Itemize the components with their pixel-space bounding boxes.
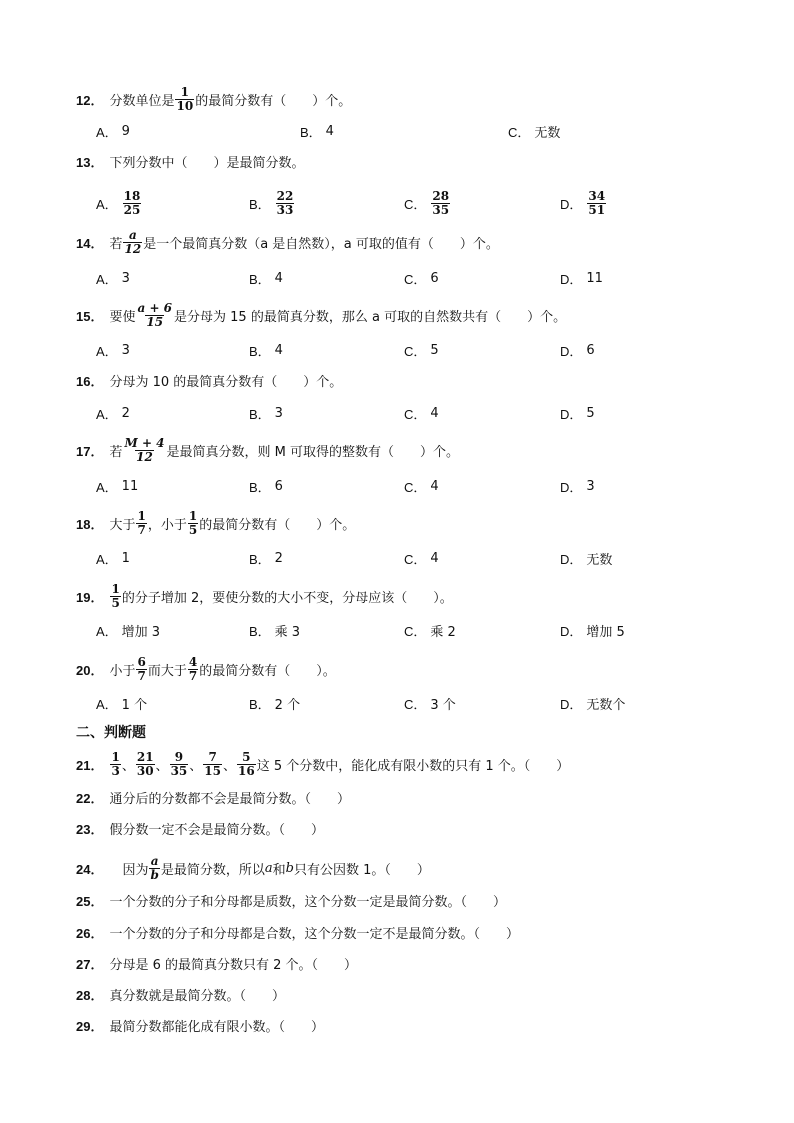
- option-text: 6: [586, 343, 595, 358]
- option-c[interactable]: [404, 549, 439, 568]
- option-text: 9: [121, 124, 130, 139]
- option-text: 4: [430, 406, 439, 421]
- denominator: 25: [123, 203, 141, 217]
- option-label: D．: [560, 272, 583, 287]
- option-c[interactable]: [508, 122, 560, 141]
- option-c[interactable]: [404, 269, 439, 288]
- question-number: 19．: [76, 590, 104, 605]
- option-text: 4: [274, 343, 283, 358]
- option-b[interactable]: [249, 621, 300, 640]
- option-a[interactable]: [96, 190, 142, 217]
- question-text: 因为: [109, 863, 149, 878]
- question-text: 是一个最简真分数（a 是自然数），a 可取的值有（ ）个。: [143, 237, 499, 252]
- denominator: 16: [238, 764, 255, 778]
- option-a[interactable]: [96, 621, 160, 640]
- option-d[interactable]: [560, 694, 625, 713]
- option-label: A．: [96, 344, 118, 359]
- option-d[interactable]: [560, 621, 625, 640]
- fraction: [123, 190, 142, 217]
- question-29: [76, 1016, 324, 1035]
- question-text: 是最简真分数，则 M 可取得的整数有（ ）个。: [166, 445, 460, 460]
- option-c[interactable]: [404, 477, 439, 496]
- question-number: 12．: [76, 93, 104, 108]
- numerator: a: [150, 854, 159, 868]
- question-number: 17．: [76, 444, 104, 459]
- denominator: 5: [111, 596, 120, 610]
- numerator: 1: [111, 582, 120, 596]
- question-19: [76, 583, 453, 610]
- denominator: 51: [588, 203, 606, 217]
- question-18: [76, 510, 355, 537]
- option-label: A．: [96, 407, 118, 422]
- option-d[interactable]: [560, 341, 595, 360]
- fraction: [170, 751, 189, 778]
- option-text: 无数个: [586, 698, 626, 713]
- option-a[interactable]: [96, 269, 130, 288]
- question-text: 要使: [109, 310, 136, 325]
- option-text: 2: [121, 406, 130, 421]
- question-text: 的最简分数有（ ）。: [199, 664, 336, 679]
- option-b[interactable]: [249, 341, 283, 360]
- question-21: [76, 751, 569, 778]
- option-text: 5: [586, 406, 595, 421]
- question-13: [76, 152, 304, 171]
- numerator: 1: [137, 509, 146, 523]
- option-text: 增加 5: [586, 625, 625, 640]
- question-12: [76, 86, 351, 113]
- option-label: A．: [96, 480, 118, 495]
- option-text: 2 个: [274, 698, 301, 713]
- option-label: D．: [560, 624, 583, 639]
- numerator: 9: [174, 750, 184, 764]
- numerator: 1: [111, 750, 120, 764]
- numerator: 28: [432, 189, 450, 203]
- option-text: 4: [274, 271, 283, 286]
- option-label: B．: [249, 272, 271, 287]
- option-label: C．: [404, 697, 427, 712]
- option-d[interactable]: [560, 269, 603, 288]
- denominator: 15: [204, 764, 221, 778]
- option-text: 无数: [586, 553, 613, 568]
- option-label: A．: [96, 552, 118, 567]
- numerator: 4: [188, 655, 198, 669]
- question-text: 大于: [109, 518, 136, 533]
- question-28: [76, 985, 285, 1004]
- denominator: 35: [170, 764, 188, 778]
- question-text: 、: [155, 759, 169, 774]
- question-text: 、: [121, 759, 135, 774]
- question-17: [76, 437, 459, 464]
- question-text: 分数单位是: [109, 94, 175, 109]
- denominator: 7: [137, 523, 146, 537]
- question-text: 一个分数的分子和分母都是合数，这个分数一定不是最简分数。（ ）: [109, 927, 519, 942]
- denominator: 12: [124, 242, 142, 256]
- option-c[interactable]: [404, 190, 451, 217]
- question-text: 真分数就是最简分数。（ ）: [109, 989, 285, 1004]
- question-text: 最简分数都能化成有限小数。（ ）: [109, 1020, 324, 1035]
- question-text: 一个分数的分子和分母都是质数，这个分数一定是最简分数。（ ）: [109, 895, 506, 910]
- option-text: 5: [430, 343, 439, 358]
- numerator: M + 4: [124, 436, 165, 450]
- option-label: A．: [96, 697, 118, 712]
- option-text: 2: [274, 551, 283, 566]
- option-label: C．: [404, 344, 427, 359]
- option-c[interactable]: [404, 621, 456, 640]
- question-24: [76, 855, 430, 882]
- option-text: 4: [430, 479, 439, 494]
- option-c[interactable]: [404, 694, 456, 713]
- fraction: [237, 751, 256, 778]
- question-text: 小于: [109, 664, 136, 679]
- question-20: [76, 656, 336, 683]
- option-b[interactable]: [300, 122, 334, 141]
- option-b[interactable]: [249, 694, 300, 713]
- fraction: [276, 190, 295, 217]
- section-title: 二、判断题: [76, 725, 146, 741]
- option-text: 乘 3: [274, 625, 301, 640]
- denominator: 7: [137, 669, 146, 683]
- fraction: [587, 190, 606, 217]
- numerator: a: [128, 228, 137, 242]
- option-label: D．: [560, 552, 583, 567]
- question-text: 、: [222, 759, 236, 774]
- fraction: [123, 437, 165, 464]
- question-number: 29．: [76, 1019, 104, 1034]
- question-number: 24．: [76, 862, 104, 877]
- option-label: B．: [249, 407, 271, 422]
- question-text: 分母是 6 的最简真分数只有 2 个。（ ）: [109, 958, 358, 973]
- denominator: 33: [276, 203, 294, 217]
- question-number: 16．: [76, 374, 104, 389]
- option-label: B．: [249, 697, 271, 712]
- question-text: 、: [189, 759, 203, 774]
- option-label: D．: [560, 697, 583, 712]
- denominator: 5: [188, 523, 198, 537]
- option-text: 增加 3: [121, 625, 161, 640]
- numerator: 7: [208, 750, 217, 764]
- denominator: 7: [188, 669, 198, 683]
- fraction: [136, 751, 155, 778]
- option-text: 乘 2: [430, 625, 456, 640]
- option-label: A．: [96, 197, 118, 212]
- option-label: C．: [404, 552, 427, 567]
- denominator: 15: [146, 315, 164, 329]
- question-text: 和: [272, 863, 286, 878]
- option-a[interactable]: [96, 404, 130, 423]
- option-d[interactable]: [560, 404, 595, 423]
- option-text: 1 个: [121, 698, 148, 713]
- numerator: 6: [137, 655, 146, 669]
- option-b[interactable]: [249, 404, 283, 423]
- option-b[interactable]: [249, 269, 283, 288]
- denominator: 12: [136, 450, 153, 464]
- fraction: [123, 229, 142, 256]
- option-b[interactable]: [249, 477, 283, 496]
- question-number: 21．: [76, 758, 104, 773]
- question-text: 这 5 个分数中，能化成有限小数的只有 1 个。（ ）: [256, 759, 570, 774]
- numerator: 1: [180, 85, 190, 99]
- question-number: 13．: [76, 155, 104, 170]
- denominator: 30: [136, 764, 154, 778]
- option-label: C．: [404, 480, 427, 495]
- fraction: [110, 751, 120, 778]
- question-text: 分母为 10 的最简真分数有（ ）个。: [109, 375, 343, 390]
- question-text: 的最简分数有（ ）个。: [195, 94, 352, 109]
- question-23: [76, 819, 324, 838]
- denominator: 35: [432, 203, 450, 217]
- option-label: D．: [560, 480, 583, 495]
- question-text: 若: [109, 237, 123, 252]
- question-number: 15．: [76, 309, 104, 324]
- question-text: 若: [109, 445, 123, 460]
- question-number: 27．: [76, 957, 104, 972]
- option-c[interactable]: [404, 341, 439, 360]
- option-label: D．: [560, 407, 583, 422]
- fraction: [149, 855, 159, 882]
- question-text: 而大于: [147, 664, 187, 679]
- question-27: [76, 954, 357, 973]
- option-text: 3: [121, 343, 130, 358]
- option-label: B．: [249, 480, 271, 495]
- fraction: [136, 656, 146, 683]
- fraction: [203, 751, 222, 778]
- option-label: A．: [96, 125, 118, 140]
- option-text: 3: [274, 406, 283, 421]
- question-15: [76, 302, 566, 329]
- question-number: 14．: [76, 236, 104, 251]
- option-a[interactable]: [96, 549, 130, 568]
- denominator: 3: [111, 764, 120, 778]
- numerator: 34: [588, 189, 606, 203]
- option-label: C．: [508, 125, 531, 140]
- option-label: B．: [249, 344, 271, 359]
- fraction: [175, 86, 194, 113]
- option-label: C．: [404, 197, 427, 212]
- question-number: 18．: [76, 517, 104, 532]
- question-number: 22．: [76, 791, 104, 806]
- option-text: 4: [430, 551, 439, 566]
- option-b[interactable]: [249, 190, 295, 217]
- option-text: 11: [586, 271, 603, 286]
- fraction: [136, 510, 146, 537]
- fraction: [110, 583, 120, 610]
- numerator: 1: [188, 509, 198, 523]
- question-text: 只有公因数 1。（ ）: [294, 863, 430, 878]
- question-number: 25．: [76, 894, 104, 909]
- variable-text: a: [264, 861, 273, 876]
- numerator: 21: [136, 750, 154, 764]
- question-text: 是分母为 15 的最简真分数，那么 a 可取的自然数共有（ ）个。: [174, 310, 567, 325]
- numerator: 5: [242, 750, 251, 764]
- option-a[interactable]: [96, 341, 130, 360]
- question-text: 通分后的分数都不会是最简分数。（ ）: [109, 792, 350, 807]
- question-text: 是最简分数，所以: [160, 863, 265, 878]
- fraction: [188, 510, 198, 537]
- question-14: [76, 229, 499, 256]
- option-a[interactable]: [96, 477, 138, 496]
- option-label: C．: [404, 407, 427, 422]
- option-label: B．: [300, 125, 322, 140]
- option-label: D．: [560, 197, 583, 212]
- option-label: C．: [404, 272, 427, 287]
- question-25: [76, 891, 506, 910]
- fraction: [136, 302, 173, 329]
- option-text: 3: [121, 271, 130, 286]
- question-number: 23．: [76, 822, 104, 837]
- question-22: [76, 788, 350, 807]
- numerator: 22: [276, 189, 294, 203]
- option-label: A．: [96, 624, 118, 639]
- option-text: 4: [325, 124, 334, 139]
- denominator: b: [150, 868, 159, 882]
- question-text: 下列分数中（ ）是最简分数。: [109, 156, 305, 171]
- numerator: 18: [123, 189, 141, 203]
- option-label: B．: [249, 197, 271, 212]
- option-text: 1: [121, 551, 130, 566]
- option-label: B．: [249, 624, 271, 639]
- question-text: 假分数一定不会是最简分数。（ ）: [109, 823, 324, 838]
- variable-text: b: [285, 861, 294, 876]
- fraction: [188, 656, 198, 683]
- question-number: 28．: [76, 988, 104, 1003]
- denominator: 10: [176, 99, 194, 113]
- option-label: C．: [404, 624, 427, 639]
- question-16: [76, 371, 342, 390]
- option-text: 无数: [534, 126, 561, 141]
- numerator: a + 6: [137, 301, 173, 315]
- question-text: 的最简分数有（ ）个。: [199, 518, 356, 533]
- option-text: 3 个: [430, 698, 456, 713]
- question-number: 20．: [76, 663, 104, 678]
- question-text: ，小于: [147, 518, 187, 533]
- option-a[interactable]: [96, 122, 130, 141]
- option-d[interactable]: [560, 190, 607, 217]
- option-b[interactable]: [249, 549, 283, 568]
- question-text: 的分子增加 2，要使分数的大小不变，分母应该（ ）。: [121, 591, 453, 606]
- option-text: 3: [586, 479, 595, 494]
- option-text: 11: [121, 479, 139, 494]
- option-label: B．: [249, 552, 271, 567]
- option-label: D．: [560, 344, 583, 359]
- fraction: [431, 190, 450, 217]
- option-d[interactable]: [560, 549, 612, 568]
- question-26: [76, 923, 519, 942]
- option-text: 6: [430, 271, 439, 286]
- option-a[interactable]: [96, 694, 147, 713]
- option-text: 6: [274, 479, 283, 494]
- option-label: A．: [96, 272, 118, 287]
- option-d[interactable]: [560, 477, 595, 496]
- question-number: 26．: [76, 926, 104, 941]
- option-c[interactable]: [404, 404, 439, 423]
